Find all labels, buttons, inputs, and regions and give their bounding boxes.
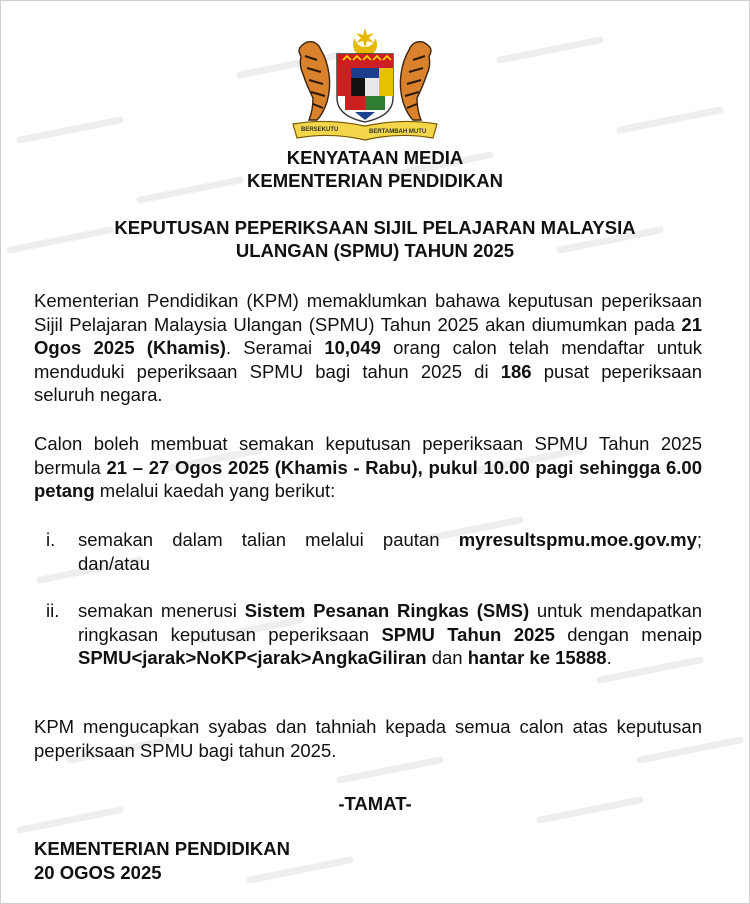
p1-date: 21 Ogos 2025 (Khamis): [34, 313, 702, 358]
item2-sms-format: SPMU<jarak>NoKP<jarak>AngkaGiliran: [78, 647, 427, 668]
media-statement-heading: [0, 146, 750, 192]
p1-candidate-count: 10,049: [324, 337, 381, 358]
paragraph-congratulations: KPM mengucapkan syabas dan tahniah kepada semua calon atas keputusan peperiksaan SPMU bagi tahun 2025.: [34, 716, 702, 761]
signature-date: 20 OGOS 2025: [34, 862, 162, 883]
list-item: [34, 528, 702, 575]
signature-ministry: KEMENTERIAN PENDIDIKAN: [34, 838, 290, 859]
item2-text-1: semakan menerusi: [78, 600, 245, 621]
item2-text-3: dengan menaip: [554, 623, 702, 645]
closing-mark: -TAMAT-: [338, 793, 412, 814]
p1-text-1: Kementerian Pendidikan (KPM) memaklumkan bahawa keputusan peperiksaan Sijil Pelajaran Malaysia Ulangan (SPMU) Tahun 2025 akan diumumkan pada: [34, 290, 702, 335]
signature-block: [34, 837, 290, 885]
paragraph-check-period: [34, 432, 702, 503]
item2-sms-name: Sistem Pesanan Ringkas (SMS): [244, 600, 530, 621]
heading-line-1: KENYATAAN MEDIA: [286, 147, 464, 168]
list-marker: ii.: [46, 600, 60, 621]
p2-period: 21 – 27 Ogos 2025 (Khamis - Rabu), pukul 10.00 pagi sehingga 6.00 petang: [34, 456, 702, 501]
item2-text-4: dan: [426, 647, 468, 668]
malaysia-coat-of-arms: [287, 26, 443, 144]
p1-centre-count: 186: [500, 360, 532, 382]
item1-text-2: ; dan/atau: [78, 529, 702, 574]
list-marker: i.: [46, 529, 56, 550]
paragraph-announcement: [34, 289, 702, 407]
item1-text-1: semakan dalam talian melalui pautan: [78, 529, 459, 550]
crest-motto-right: BERTAMBAH MUTU: [369, 129, 427, 135]
item2-text-5: .: [606, 647, 612, 668]
result-url-link[interactable]: myresultspmu.moe.gov.my: [458, 529, 697, 550]
crest-motto-left: BERSEKUTU: [301, 127, 339, 133]
item2-text-2: untuk mendapatkan ringkasan keputusan peperiksaan: [78, 600, 703, 645]
p2-text-1: Calon boleh membuat semakan keputusan peperiksaan SPMU Tahun 2025 bermula: [34, 433, 702, 478]
title-line-1: KEPUTUSAN PEPERIKSAAN SIJIL PELAJARAN MALAYSIA: [114, 217, 636, 238]
p1-text-4: pusat peperiksaan seluruh negara.: [34, 360, 702, 405]
title-line-2: ULANGAN (SPMU) TAHUN 2025: [235, 240, 515, 261]
p2-text-2: melalui kaedah yang berikut:: [94, 480, 336, 501]
list-item: [34, 599, 702, 670]
p1-text-2: . Seramai: [225, 337, 325, 358]
heading-line-2: KEMENTERIAN PENDIDIKAN: [247, 170, 503, 191]
item2-sms-number: hantar ke 15888: [467, 647, 607, 668]
p1-text-3: orang calon telah mendaftar untuk menduduki peperiksaan SPMU bagi tahun 2025 di: [34, 337, 702, 382]
statement-title: [0, 216, 750, 262]
item2-exam-name: SPMU Tahun 2025: [381, 623, 555, 645]
